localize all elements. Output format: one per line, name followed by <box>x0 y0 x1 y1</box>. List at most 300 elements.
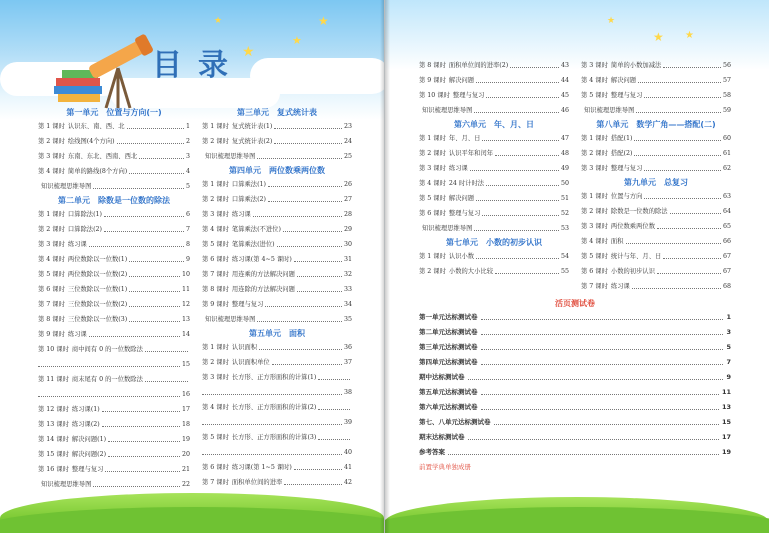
lesson-number: 第 7 课时 <box>38 301 65 308</box>
lesson-title: 练习课(2) <box>71 421 100 428</box>
page-number: 54 <box>560 253 569 260</box>
toc-entry[interactable] <box>38 134 190 149</box>
lesson-title: 整理与复习 <box>610 165 643 172</box>
page-number: 1 <box>726 313 731 321</box>
lesson-number: 第 9 课时 <box>202 301 229 308</box>
page-number: 43 <box>560 62 569 69</box>
dot-leader <box>481 310 724 320</box>
dot-leader <box>277 237 342 247</box>
lesson-title: 整理与复习 <box>71 466 104 473</box>
lesson-title: 三位数除以一位数(2) <box>67 301 128 308</box>
test-title: 参考答案 <box>419 448 445 456</box>
lesson-number: 第 7 课时 <box>581 283 608 290</box>
lesson-title: 解决问题 <box>610 77 637 84</box>
lesson-number: 第 6 课时 <box>419 210 446 217</box>
dot-leader <box>129 312 180 322</box>
unit-heading: 第五单元 面积 <box>249 329 305 338</box>
toc-entry[interactable] <box>38 267 190 282</box>
lesson-title: 练习课 <box>67 241 87 248</box>
lesson-title: 两位数除以一位数(1) <box>67 256 128 263</box>
lesson-title: 知识梳理思维导图 <box>422 107 473 114</box>
dot-leader <box>283 222 342 232</box>
lesson-title: 认识平年和闰年 <box>448 150 493 157</box>
dot-leader <box>482 206 559 216</box>
toc-entry[interactable] <box>38 282 190 297</box>
test-entry[interactable] <box>419 445 731 460</box>
toc-entry[interactable] <box>38 372 190 402</box>
lesson-title: 绘线图(4个方向) <box>67 138 115 145</box>
page-number: 64 <box>722 208 731 215</box>
test-entry[interactable] <box>419 370 731 385</box>
test-entry[interactable] <box>419 415 731 430</box>
dot-leader <box>318 370 350 380</box>
page-title: 目录 <box>152 48 244 83</box>
toc-entry[interactable] <box>202 475 352 490</box>
toc-entry[interactable] <box>38 327 190 342</box>
lesson-number: 第 4 课时 <box>202 404 229 411</box>
lesson-title: 练习课 <box>610 283 630 290</box>
toc-entry[interactable] <box>38 432 190 447</box>
toc-entry[interactable] <box>419 264 569 279</box>
dot-leader <box>268 192 342 202</box>
dot-leader <box>632 279 721 289</box>
page-number: 49 <box>560 165 569 172</box>
dot-leader <box>657 219 721 229</box>
page-number: 56 <box>722 62 731 69</box>
test-title: 第七、八单元达标测试卷 <box>419 418 491 426</box>
lesson-number: 第 8 课时 <box>38 316 65 323</box>
toc-entry[interactable] <box>419 176 569 191</box>
lesson-number: 第 2 课时 <box>38 226 65 233</box>
lesson-title: 口算除法(1) <box>67 211 103 218</box>
star-icon: ★ <box>242 44 255 60</box>
test-title: 第二单元达标测试卷 <box>419 328 478 336</box>
dot-leader <box>274 119 342 129</box>
lesson-title: 整理与复习 <box>448 210 481 217</box>
toc-entry[interactable] <box>581 88 731 103</box>
unit-heading: 第二单元 除数是一位数的除法 <box>58 196 170 205</box>
toc-entry[interactable] <box>202 430 352 460</box>
dot-leader <box>202 445 342 455</box>
lesson-title: 24 时计时法 <box>448 180 485 187</box>
toc-entry[interactable] <box>38 237 190 252</box>
lesson-number: 第 3 课时 <box>581 165 608 172</box>
lesson-title: 口算除法(2) <box>67 226 103 233</box>
page-number: 65 <box>722 223 731 230</box>
lesson-number: 第 12 课时 <box>38 406 69 413</box>
dot-leader <box>495 264 559 274</box>
lesson-number: 第 2 课时 <box>202 359 229 366</box>
toc-entry[interactable] <box>202 222 352 237</box>
lesson-title: 整理与复习 <box>452 92 485 99</box>
toc-entry[interactable] <box>38 297 190 312</box>
toc-entry[interactable] <box>419 58 569 73</box>
page-number: 53 <box>560 225 569 232</box>
lesson-number: 第 3 课时 <box>581 223 608 230</box>
page-number: 51 <box>560 195 569 202</box>
lesson-number: 第 1 课时 <box>202 181 229 188</box>
toc-entry[interactable] <box>581 189 731 204</box>
lesson-title: 练习课 <box>67 331 87 338</box>
toc-entry[interactable] <box>202 340 352 355</box>
toc-entry[interactable] <box>38 149 190 164</box>
lesson-number: 第 1 课时 <box>38 123 65 130</box>
toc-entry[interactable] <box>581 279 731 294</box>
page-number: 19 <box>721 448 731 456</box>
lesson-title: 认识面积 <box>231 344 258 351</box>
toc-entry[interactable] <box>202 149 352 164</box>
toc-entry[interactable] <box>581 146 731 161</box>
dot-leader <box>294 460 342 470</box>
dot-leader <box>202 415 342 425</box>
page-number: 44 <box>560 77 569 84</box>
page-number: 19 <box>181 436 190 443</box>
dot-leader <box>482 131 559 141</box>
lesson-number: 第 5 课时 <box>202 241 229 248</box>
dot-leader <box>129 267 180 277</box>
page-number: 40 <box>343 449 352 456</box>
toc-entry[interactable] <box>202 460 352 475</box>
toc-entry[interactable] <box>38 462 190 477</box>
dot-leader <box>634 146 721 156</box>
dot-leader <box>481 325 724 335</box>
test-title: 第三单元达标测试卷 <box>419 343 478 351</box>
test-title: 期中达标测试卷 <box>419 373 465 381</box>
dot-leader <box>202 385 342 395</box>
lesson-title: 练习课(第 4~5 课时) <box>231 256 292 263</box>
lesson-title: 知识梳理思维导图 <box>41 481 92 488</box>
toc-entry[interactable] <box>38 417 190 432</box>
dot-leader <box>476 73 559 83</box>
lesson-title: 除数是一位数的除法 <box>610 208 668 215</box>
page-number: 32 <box>343 271 352 278</box>
toc-entry[interactable] <box>202 312 352 327</box>
unit-heading: 第三单元 复式统计表 <box>237 108 317 117</box>
test-entry[interactable] <box>419 325 731 340</box>
dot-leader <box>495 146 559 156</box>
lesson-title: 练习课 <box>448 165 468 172</box>
toc-entry[interactable] <box>202 267 352 282</box>
lesson-number: 第 5 课时 <box>581 92 608 99</box>
book-gutter <box>380 0 390 533</box>
dot-leader <box>38 387 180 397</box>
dot-leader <box>145 372 188 382</box>
dot-leader <box>494 415 719 425</box>
toc-entry[interactable] <box>202 237 352 252</box>
lesson-number: 第 6 课时 <box>581 268 608 275</box>
lesson-number: 第 5 课时 <box>202 434 229 441</box>
page-number: 27 <box>343 196 352 203</box>
toc-entry[interactable] <box>38 119 190 134</box>
lesson-number: 第 4 课时 <box>581 77 608 84</box>
page-number: 25 <box>343 153 352 160</box>
dot-leader <box>470 161 559 171</box>
test-entry[interactable] <box>419 340 731 355</box>
toc-entry[interactable] <box>581 73 731 88</box>
lesson-number: 第 2 课时 <box>581 150 608 157</box>
page-number: 60 <box>722 135 731 142</box>
toc-entry[interactable] <box>38 164 190 179</box>
lesson-title: 认识面积单位 <box>231 359 270 366</box>
dot-leader <box>102 417 180 427</box>
lesson-number: 第 5 课时 <box>581 253 608 260</box>
toc-column-4 <box>581 58 731 294</box>
lesson-number: 第 1 课时 <box>581 135 608 142</box>
page-number: 38 <box>343 389 352 396</box>
toc-entry[interactable] <box>38 222 190 237</box>
toc-entry[interactable] <box>419 88 569 103</box>
lesson-title: 用连乘的方法解决问题 <box>231 271 295 278</box>
page-number: 50 <box>560 180 569 187</box>
lesson-number: 第 9 课时 <box>419 77 446 84</box>
dot-leader <box>644 189 721 199</box>
dot-leader <box>474 103 559 113</box>
toc-entry[interactable] <box>419 161 569 176</box>
toc-entry[interactable] <box>202 177 352 192</box>
lesson-title: 知识梳理思维导图 <box>205 316 256 323</box>
lesson-title: 知识梳理思维导图 <box>422 225 473 232</box>
toc-entry[interactable] <box>581 264 731 279</box>
toc-entry[interactable] <box>581 103 731 118</box>
dot-leader <box>105 462 180 472</box>
lesson-number: 第 2 课时 <box>202 196 229 203</box>
page-number: 8 <box>185 241 190 248</box>
dot-leader <box>663 249 721 259</box>
page-number: 57 <box>722 77 731 84</box>
lesson-title: 整理与复习 <box>231 301 264 308</box>
dot-leader <box>129 164 184 174</box>
test-entry[interactable] <box>419 400 731 415</box>
page-number: 12 <box>181 301 190 308</box>
lesson-number: 第 1 课时 <box>581 193 608 200</box>
test-entry[interactable] <box>419 430 731 445</box>
page-number: 45 <box>560 92 569 99</box>
lesson-number: 第 3 课时 <box>419 165 446 172</box>
dot-leader <box>626 234 721 244</box>
dot-leader <box>663 58 721 68</box>
dot-leader <box>102 402 180 412</box>
toc-entry[interactable] <box>202 134 352 149</box>
toc-entry[interactable] <box>419 206 569 221</box>
lesson-title: 小数的大小比较 <box>448 268 493 275</box>
dot-leader <box>297 267 342 277</box>
dot-leader <box>272 355 342 365</box>
toc-entry[interactable] <box>202 207 352 222</box>
lesson-number: 第 6 课时 <box>202 256 229 263</box>
lesson-title: 三位数除以一位数(3) <box>67 316 128 323</box>
toc-entry[interactable] <box>38 179 190 194</box>
dot-leader <box>89 237 184 247</box>
lesson-title: 东南、东北、西南、西北 <box>67 153 138 160</box>
lesson-number: 第 4 课时 <box>38 168 65 175</box>
dot-leader <box>468 430 719 440</box>
test-entry[interactable] <box>419 355 731 370</box>
toc-entry[interactable] <box>202 282 352 297</box>
dot-leader <box>257 312 342 322</box>
page-number: 21 <box>181 466 190 473</box>
page-number: 7 <box>185 226 190 233</box>
page-number: 18 <box>181 421 190 428</box>
lesson-number: 第 3 课时 <box>202 211 229 218</box>
toc-entry[interactable] <box>38 447 190 462</box>
dot-leader <box>89 327 180 337</box>
toc-entry[interactable] <box>38 342 190 372</box>
dot-leader <box>636 103 721 113</box>
dot-leader <box>670 204 721 214</box>
page-number: 15 <box>721 418 731 426</box>
page-number: 5 <box>185 183 190 190</box>
toc-entry[interactable] <box>202 400 352 430</box>
page-number: 13 <box>721 403 731 411</box>
lesson-number: 第 14 课时 <box>38 436 69 443</box>
lesson-number: 第 10 课时 <box>38 346 69 353</box>
test-title: 第五单元达标测试卷 <box>419 388 478 396</box>
toc-entry[interactable] <box>38 477 190 492</box>
toc-entry[interactable] <box>419 73 569 88</box>
unit-heading: 活页测试卷 <box>555 299 595 308</box>
unit-heading: 第四单元 两位数乘两位数 <box>229 166 325 175</box>
page-number: 11 <box>721 388 731 396</box>
dot-leader <box>284 475 342 485</box>
lesson-title: 长方形、正方形面积的计算(3) <box>231 434 317 441</box>
lesson-number: 第 1 课时 <box>38 211 65 218</box>
tests-section <box>419 297 731 475</box>
dot-leader <box>634 131 721 141</box>
lesson-number: 第 4 课时 <box>581 238 608 245</box>
star-icon: ★ <box>685 30 694 41</box>
toc-entry[interactable] <box>419 221 569 236</box>
page-number: 23 <box>343 123 352 130</box>
toc-entry[interactable] <box>581 204 731 219</box>
toc-entry[interactable] <box>581 249 731 264</box>
toc-entry[interactable] <box>581 131 731 146</box>
dot-leader <box>476 191 559 201</box>
page-number: 4 <box>185 168 190 175</box>
lesson-number: 第 2 课时 <box>38 138 65 145</box>
toc-entry[interactable] <box>581 161 731 176</box>
lesson-number: 第 2 课时 <box>419 150 446 157</box>
lesson-number: 第 1 课时 <box>419 135 446 142</box>
lesson-number: 第 4 课时 <box>202 226 229 233</box>
dot-leader <box>481 400 719 410</box>
toc-entry[interactable] <box>419 103 569 118</box>
lesson-number: 第 9 课时 <box>38 331 65 338</box>
toc-entry[interactable] <box>202 119 352 134</box>
right-page <box>385 0 769 533</box>
toc-entry[interactable] <box>419 146 569 161</box>
lesson-number: 第 1 课时 <box>202 123 229 130</box>
dot-leader <box>481 340 724 350</box>
lesson-title: 位置与方向 <box>610 193 643 200</box>
toc-entry[interactable] <box>202 252 352 267</box>
toc-column-2 <box>202 106 352 490</box>
page-number: 2 <box>185 138 190 145</box>
lesson-number: 第 2 课时 <box>202 138 229 145</box>
dot-leader <box>93 179 184 189</box>
toc-entry[interactable] <box>38 402 190 417</box>
page-number: 9 <box>726 373 731 381</box>
toc-entry[interactable] <box>202 297 352 312</box>
page-number: 20 <box>181 451 190 458</box>
page-number: 17 <box>181 406 190 413</box>
dot-leader <box>481 355 724 365</box>
toc-entry[interactable] <box>38 207 190 222</box>
dot-leader <box>294 252 342 262</box>
page-number: 3 <box>185 153 190 160</box>
page-number: 28 <box>343 211 352 218</box>
dot-leader <box>253 207 342 217</box>
star-icon: ★ <box>318 14 329 28</box>
page-number: 9 <box>185 256 190 263</box>
dot-leader <box>265 297 342 307</box>
lesson-title: 解决问题(2) <box>71 451 107 458</box>
lesson-title: 用连除的方法解决问题 <box>231 286 295 293</box>
dot-leader <box>129 252 184 262</box>
unit-heading: 第九单元 总复习 <box>624 178 688 187</box>
toc-column-1 <box>38 106 190 492</box>
dot-leader <box>93 477 180 487</box>
toc-entry[interactable] <box>202 370 352 400</box>
page-number: 16 <box>181 391 190 398</box>
lesson-title: 小数的初步认识 <box>610 268 655 275</box>
page-number: 67 <box>722 253 731 260</box>
supplement-note: 前置学典单独成册 <box>419 463 471 471</box>
lesson-number: 第 13 课时 <box>38 421 69 428</box>
toc-entry[interactable] <box>38 252 190 267</box>
lesson-title: 认识小数 <box>448 253 475 260</box>
lesson-title: 长方形、正方形面积的计算(2) <box>231 404 317 411</box>
dot-leader <box>108 447 180 457</box>
page-number: 14 <box>181 331 190 338</box>
toc-entry[interactable] <box>202 192 352 207</box>
toc-entry[interactable] <box>202 355 352 370</box>
lesson-number: 第 3 课时 <box>38 153 65 160</box>
dot-leader <box>259 340 342 350</box>
page-number: 7 <box>726 358 731 366</box>
dot-leader <box>448 445 719 455</box>
star-icon: ★ <box>214 16 223 26</box>
page-number: 15 <box>181 361 190 368</box>
lesson-number: 第 3 课时 <box>581 62 608 69</box>
page-number: 30 <box>343 241 352 248</box>
toc-entry[interactable] <box>38 312 190 327</box>
dot-leader <box>108 432 180 442</box>
lesson-number: 第 4 课时 <box>419 180 446 187</box>
page-number: 48 <box>560 150 569 157</box>
toc-entry[interactable] <box>581 219 731 234</box>
page-number: 41 <box>343 464 352 471</box>
test-entry[interactable] <box>419 310 731 325</box>
page-number: 26 <box>343 181 352 188</box>
lesson-title: 解决问题 <box>448 77 475 84</box>
toc-entry[interactable] <box>419 131 569 146</box>
toc-entry[interactable] <box>581 58 731 73</box>
toc-entry[interactable] <box>419 191 569 206</box>
page-number: 1 <box>185 123 190 130</box>
test-entry[interactable] <box>419 385 731 400</box>
page-number: 31 <box>343 256 352 263</box>
star-icon: ★ <box>292 34 302 47</box>
lesson-title: 简单的路线(8个方向) <box>67 168 128 175</box>
lesson-number: 第 16 课时 <box>38 466 69 473</box>
dot-leader <box>257 149 342 159</box>
unit-heading: 第六单元 年、月、日 <box>454 120 534 129</box>
toc-entry[interactable] <box>581 234 731 249</box>
page-number: 13 <box>181 316 190 323</box>
toc-entry[interactable] <box>419 249 569 264</box>
dot-leader <box>644 161 721 171</box>
unit-heading: 第七单元 小数的初步认识 <box>446 238 542 247</box>
